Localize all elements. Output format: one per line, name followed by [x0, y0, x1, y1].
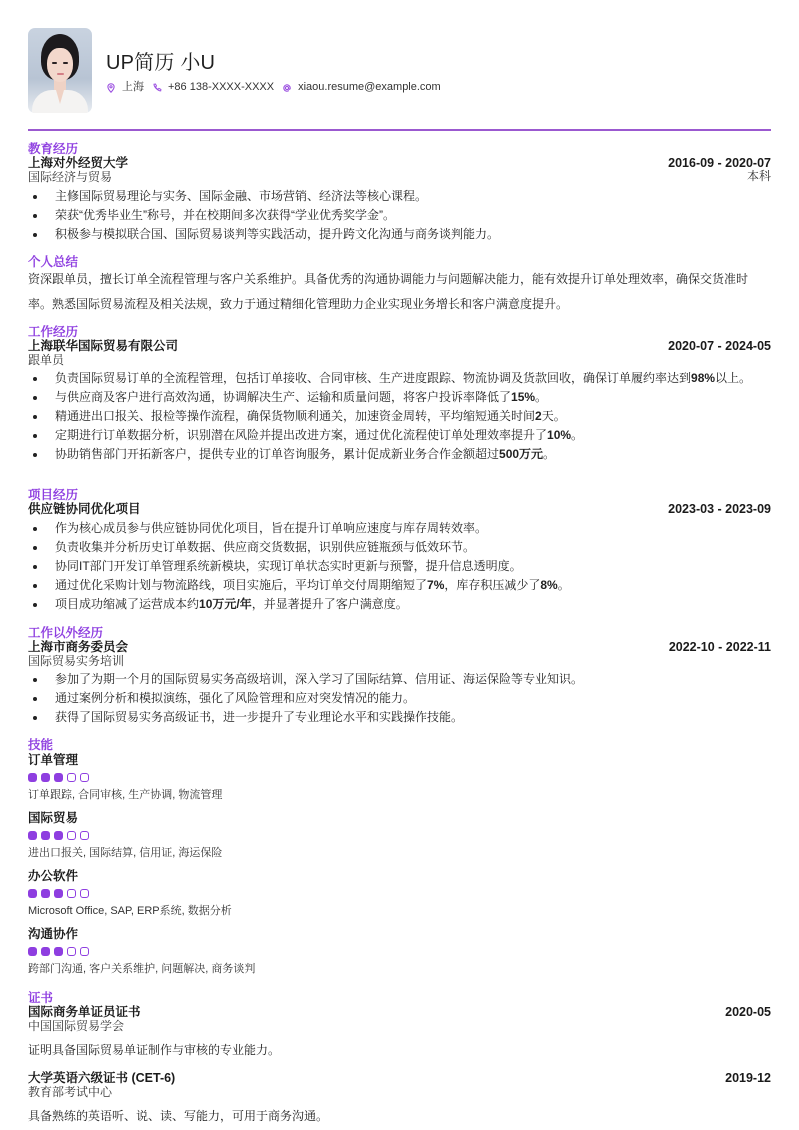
resume-header [28, 28, 771, 113]
skill-item [28, 810, 771, 860]
phone-icon [152, 83, 162, 93]
extra-date: 2022-10 - 2022-11 [668, 640, 771, 654]
section-title: 工作经历 [28, 325, 79, 339]
empty-dot-icon [67, 889, 76, 898]
filled-dot-icon [54, 889, 63, 898]
list-item: 获得了国际贸易实务高级证书，进一步提升了专业理论水平和实践操作技能。 [28, 710, 771, 725]
skill-description: 订单跟踪, 合同审核, 生产协调, 物流管理 [28, 789, 223, 801]
section-title: 工作以外经历 [28, 626, 104, 640]
location-pin-icon [106, 83, 116, 93]
section-title: 教育经历 [28, 142, 79, 156]
certificate-desc: 证明具备国际贸易单证制作与审核的专业能力。 [28, 1043, 281, 1057]
header-divider [28, 129, 771, 131]
job-role: 跟单员 [28, 353, 65, 367]
list-item: 作为核心成员参与供应链协同优化项目，旨在提升订单响应速度与库存周转效率。 [28, 521, 771, 536]
filled-dot-icon [41, 889, 50, 898]
certificate-item [28, 1071, 771, 1123]
skill-item [28, 926, 771, 976]
empty-dot-icon [80, 889, 89, 898]
empty-dot-icon [67, 947, 76, 956]
section-certificates [28, 991, 771, 1123]
school-name: 上海对外经贸大学 [28, 156, 129, 170]
list-item: 与供应商及客户进行高效沟通，协调解决生产、运输和质量问题，将客户投诉率降低了15%。 [28, 390, 771, 405]
section-title: 个人总结 [28, 255, 79, 269]
list-item: 定期进行订单数据分析，识别潜在风险并提出改进方案，通过优化流程使订单处理效率提升了10%。 [28, 428, 771, 443]
list-item: 荣获“优秀毕业生”称号，并在校期间多次获得“学业优秀奖学金”。 [28, 208, 771, 223]
section-title: 证书 [28, 991, 54, 1005]
certificate-date: 2020-05 [725, 1005, 771, 1019]
list-item: 协同IT部门开发订单管理系统新模块，实现订单状态实时更新与预警，提升信息透明度。 [28, 559, 771, 574]
certificate-issuer: 中国国际贸易学会 [28, 1019, 125, 1033]
education-bullets [28, 189, 771, 242]
filled-dot-icon [54, 773, 63, 782]
section-skills [28, 738, 771, 984]
list-item: 项目成功缩减了运营成本约10万元/年，并显著提升了客户满意度。 [28, 597, 771, 612]
organization-name: 上海市商务委员会 [28, 640, 129, 654]
resume-page [28, 28, 771, 1123]
list-item: 主修国际贸易理论与实务、国际金融、市场营销、经济法等核心课程。 [28, 189, 771, 204]
list-item: 参加了为期一个月的国际贸易实务高级培训，深入学习了国际结算、信用证、海运保险等专业知识。 [28, 672, 771, 687]
extra-bullets [28, 672, 771, 725]
certificate-name: 国际商务单证员证书 [28, 1005, 141, 1019]
education-date: 2016-09 - 2020-07 [668, 156, 771, 170]
contact-email[interactable] [282, 80, 441, 95]
candidate-name: UP简历 小U [106, 52, 216, 75]
skills-list [28, 752, 771, 976]
profile-photo [28, 28, 92, 113]
skill-level-rating [28, 773, 771, 782]
filled-dot-icon [54, 831, 63, 840]
filled-dot-icon [28, 773, 37, 782]
program-name: 国际贸易实务培训 [28, 654, 125, 668]
contact-phone[interactable] [152, 80, 274, 95]
filled-dot-icon [41, 831, 50, 840]
work-bullets [28, 371, 771, 462]
location-text: 上海 [122, 81, 144, 94]
project-bullets [28, 521, 771, 612]
list-item: 负责国际贸易订单的全流程管理，包括订单接收、合同审核、生产进度跟踪、物流协调及货款回收，确保订单履约率达到98%以上。 [28, 371, 771, 386]
section-summary [28, 255, 771, 317]
skill-name: 订单管理 [28, 753, 79, 767]
section-education [28, 142, 771, 246]
degree: 本科 [746, 169, 771, 183]
skill-level-rating [28, 889, 771, 898]
filled-dot-icon [41, 947, 50, 956]
section-extra-experience [28, 626, 771, 729]
certificate-date: 2019-12 [725, 1071, 771, 1085]
section-title: 项目经历 [28, 488, 79, 502]
filled-dot-icon [28, 947, 37, 956]
phone-text: +86 138-XXXX-XXXX [168, 81, 275, 94]
list-item: 通过案例分析和模拟演练，强化了风险管理和应对突发情况的能力。 [28, 691, 771, 706]
skill-name: 沟通协作 [28, 927, 79, 941]
at-sign-icon [282, 83, 292, 93]
list-item: 精通进出口报关、报检等操作流程，确保货物顺利通关，加速资金周转，平均缩短通关时间2天。 [28, 409, 771, 424]
skill-description: 进出口报关, 国际结算, 信用证, 海运保险 [28, 847, 223, 859]
section-work [28, 325, 771, 466]
email-text: xiaou.resume@example.com [298, 81, 441, 94]
header-info [106, 46, 449, 95]
major: 国际经济与贸易 [28, 170, 113, 184]
certificate-name: 大学英语六级证书 (CET-6) [28, 1071, 176, 1085]
contact-location [106, 80, 144, 95]
project-date: 2023-03 - 2023-09 [668, 502, 771, 516]
list-item: 积极参与模拟联合国、国际贸易谈判等实践活动，提升跨文化沟通与商务谈判能力。 [28, 227, 771, 242]
list-item: 负责收集并分析历史订单数据、供应商交货数据，识别供应链瓶颈与低效环节。 [28, 540, 771, 555]
skill-name: 国际贸易 [28, 811, 79, 825]
certificate-desc: 具备熟练的英语听、说、读、写能力，可用于商务沟通。 [28, 1109, 329, 1123]
filled-dot-icon [41, 773, 50, 782]
list-item: 协助销售部门开拓新客户，提供专业的订单咨询服务，累计促成新业务合作金额超过500万元。 [28, 447, 771, 462]
empty-dot-icon [67, 773, 76, 782]
project-name: 供应链协同优化项目 [28, 502, 141, 516]
skill-description: 跨部门沟通, 客户关系维护, 问题解决, 商务谈判 [28, 963, 256, 975]
empty-dot-icon [80, 831, 89, 840]
list-item: 通过优化采购计划与物流路线，项目实施后，平均订单交付周期缩短了7%，库存积压减少了8%。 [28, 578, 771, 593]
filled-dot-icon [28, 889, 37, 898]
skill-level-rating [28, 831, 771, 840]
section-project [28, 488, 771, 616]
skill-level-rating [28, 947, 771, 956]
empty-dot-icon [80, 773, 89, 782]
certificate-issuer: 教育部考试中心 [28, 1085, 113, 1099]
skill-description: Microsoft Office, SAP, ERP系统, 数据分析 [28, 905, 232, 917]
filled-dot-icon [54, 947, 63, 956]
contact-list [106, 80, 449, 95]
skill-item [28, 868, 771, 918]
filled-dot-icon [28, 831, 37, 840]
work-date: 2020-07 - 2024-05 [668, 339, 771, 353]
empty-dot-icon [67, 831, 76, 840]
skill-item [28, 752, 771, 802]
certificate-item [28, 1005, 771, 1057]
company-name: 上海联华国际贸易有限公司 [28, 339, 179, 353]
empty-dot-icon [80, 947, 89, 956]
skill-name: 办公软件 [28, 869, 79, 883]
section-title: 技能 [28, 738, 54, 752]
summary-text: 资深跟单员，擅长订单全流程管理与客户关系维护。具备优秀的沟通协调能力与问题解决能力，能有效提升订单处理效率，确保交货准时率。熟悉国际贸易流程及相关法规，致力于通过精细化管理助力企业实现业务增长和客户满意度提升。 [28, 272, 749, 311]
